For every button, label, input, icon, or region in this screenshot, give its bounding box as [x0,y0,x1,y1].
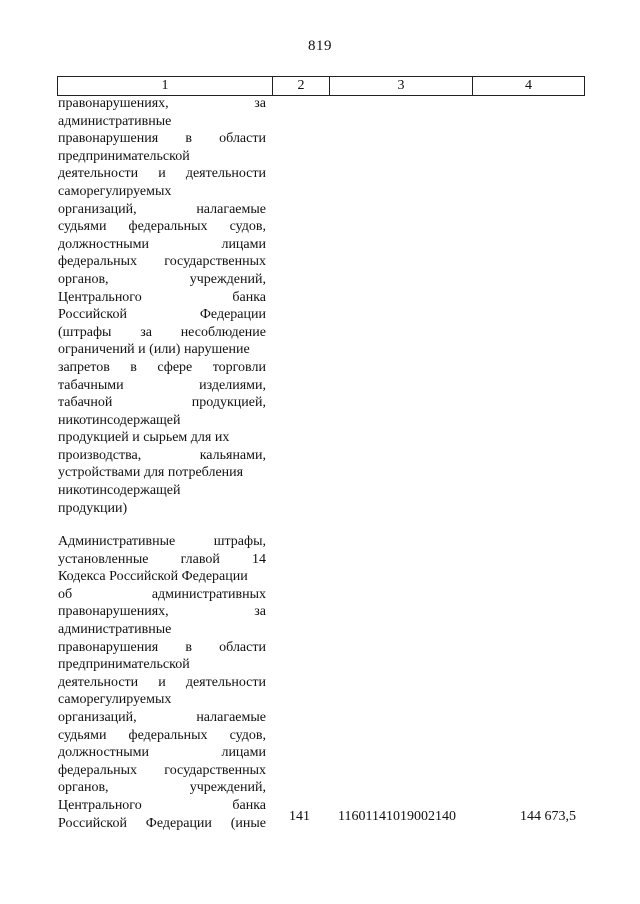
text-word: правонарушениях, [58,96,169,111]
text-line [58,412,266,430]
text-word: главой [180,551,220,567]
text-word: табачными [58,377,124,393]
text-word: судьями [58,727,107,743]
row-amount-column4: 144 673,5 [520,809,576,824]
text-line [58,639,266,657]
text-word: предпринимательской [58,657,190,673]
text-line [58,183,266,201]
text-word: предпринимательской [58,148,190,164]
text-word: за [254,96,266,111]
text-line [58,500,266,518]
text-line [58,691,266,709]
text-word: деятельности [185,166,266,182]
text-word: установленные [58,551,149,567]
column-header-4: 4 [473,77,585,96]
text-line [58,377,266,395]
text-word: федеральных [58,254,138,270]
text-word: и [158,674,166,690]
text-word: торговли [212,359,266,375]
text-word: штрафы, [213,534,266,549]
text-line [58,464,266,482]
text-word: деятельности [58,166,139,182]
text-word: никотинсодержащей [58,483,181,499]
text-word: административные [58,621,172,637]
row-code-column3: 11601141019002140 [338,809,456,824]
text-word: изделиями, [199,377,266,393]
text-word: должностными [58,236,150,252]
text-word: деятельности [58,674,139,690]
text-line [58,394,266,412]
text-line [58,148,266,166]
text-line [58,815,266,833]
text-line [58,482,266,500]
column-header-1: 1 [58,77,273,96]
text-word: федеральных [58,762,138,778]
text-word: должностными [58,745,150,761]
text-word: административных [151,586,266,602]
text-word: области [219,131,266,147]
text-word: (иные [230,815,266,831]
text-word: в [185,131,192,147]
text-word: (штрафы [58,324,112,340]
text-word: налагаемые [196,709,266,725]
text-word: в [185,639,192,655]
text-line [58,341,266,359]
text-line [58,656,266,674]
page-number: 819 [308,38,332,54]
text-line [58,271,266,289]
text-line [58,113,266,131]
text-word: организаций, [58,709,137,725]
text-word: деятельности [185,674,266,690]
text-line [58,603,266,621]
text-line [58,95,266,113]
text-word: ограничений и (или) нарушение [58,342,250,358]
text-line [58,762,266,780]
text-word: табачной [58,395,113,411]
text-word: и [158,166,166,182]
text-word: учреждений, [189,271,266,287]
text-line [58,236,266,254]
text-word: за [140,324,152,340]
text-word: судьями [58,219,107,235]
text-word: банка [232,797,266,813]
text-word: учреждений, [189,780,266,796]
text-line [58,289,266,307]
text-word: за [254,604,266,620]
text-word: административные [58,113,172,129]
text-word: федеральных [128,219,208,235]
text-word: Российской [58,815,127,831]
text-word: производства, [58,447,142,463]
text-word: судов, [229,727,266,743]
text-word: лицами [221,236,266,252]
column-header-table [57,76,585,96]
text-line [58,201,266,219]
text-line [58,359,266,377]
text-word: правонарушения [58,639,159,655]
text-word: Центрального [58,289,142,305]
text-word: в [130,359,137,375]
column-header-3: 3 [330,77,473,96]
text-word: 14 [251,551,266,567]
text-word: области [219,639,266,655]
text-line [58,727,266,745]
text-word: Федерации [145,815,212,831]
text-word: правонарушения [58,131,159,147]
text-line [58,621,266,639]
text-word: продукцией и сырьем для их [58,430,230,446]
text-word: Центрального [58,797,142,813]
text-line [58,253,266,271]
text-line [58,709,266,727]
text-line [58,568,266,586]
text-word: налагаемые [196,201,266,217]
text-line [58,797,266,815]
text-word: органов, [58,780,109,796]
text-word: кальянами, [199,447,266,463]
text-word: устройствами для потребления [58,465,244,481]
text-word: организаций, [58,201,137,217]
text-word: об [58,586,73,602]
column-header-2: 2 [273,77,330,96]
text-word: банка [232,289,266,305]
text-line [58,447,266,465]
text-word: государственных [164,762,266,778]
text-word: федеральных [128,727,208,743]
text-word: Федерации [199,307,266,323]
continued-description-block [58,95,266,517]
text-line [58,779,266,797]
text-line [58,165,266,183]
text-word: продукцией, [191,395,266,411]
text-word: несоблюдение [180,324,266,340]
text-line [58,130,266,148]
text-line [58,306,266,324]
text-word: запретов [58,359,110,375]
text-line [58,429,266,447]
fines-description-block [58,533,266,832]
row-code-column2: 141 [289,809,310,824]
text-line [58,551,266,569]
text-line [58,586,266,604]
text-word: правонарушениях, [58,604,169,620]
text-word: сфере [157,359,193,375]
text-line [58,324,266,342]
text-line [58,674,266,692]
text-word: саморегулируемых [58,183,172,199]
text-word: судов, [229,219,266,235]
text-line [58,744,266,762]
text-word: саморегулируемых [58,692,172,708]
text-word: никотинсодержащей [58,412,181,428]
text-word: Российской [58,307,127,323]
text-word: Административные [58,534,176,549]
text-word: лицами [221,745,266,761]
text-line [58,533,266,551]
text-word: государственных [164,254,266,270]
text-word: органов, [58,271,109,287]
text-word: Кодекса Российской Федерации [58,569,248,585]
text-word: продукции) [58,500,128,516]
text-line [58,218,266,236]
column-header-row [58,77,585,96]
